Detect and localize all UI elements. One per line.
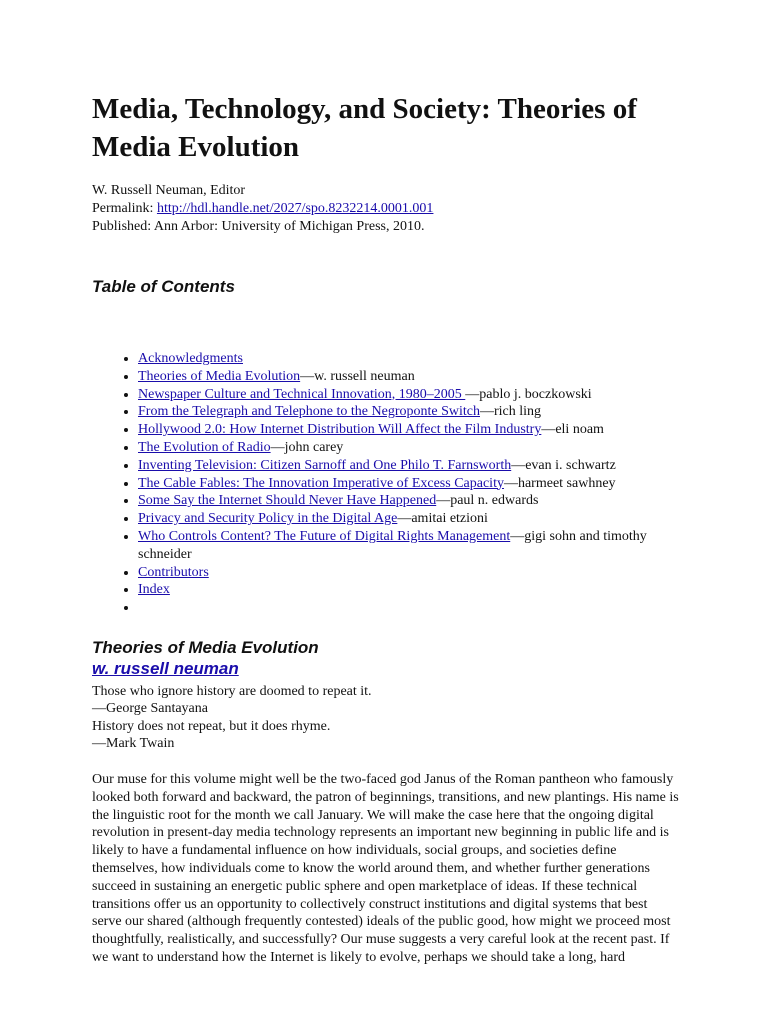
epigraph-attribution: —Mark Twain	[92, 736, 175, 752]
toc-item-cable	[138, 475, 692, 493]
toc-link[interactable]: Theories of Media Evolution	[138, 368, 301, 384]
toc-author: —john carey	[270, 439, 344, 455]
toc-item-internet	[138, 492, 692, 510]
toc-item-theories	[138, 368, 692, 386]
toc-author: —paul n. edwards	[436, 493, 539, 509]
toc-link[interactable]: From the Telegraph and Telephone to the Negroponte Switch	[138, 404, 480, 420]
section-author-link[interactable]: w. russell neuman	[92, 658, 239, 678]
toc-link[interactable]: Hollywood 2.0: How Internet Distribution Will Affect the Film Industry	[138, 422, 542, 438]
epigraph-quote: History does not repeat, but it does rhyme.	[92, 718, 331, 734]
toc-list	[92, 350, 692, 617]
book-metadata	[92, 182, 692, 236]
toc-author: —gigi sohn and timothy schneider	[138, 528, 647, 562]
toc-link[interactable]: Contributors	[138, 564, 209, 580]
toc-link[interactable]: Who Controls Content? The Future of Digital Rights Management	[138, 528, 511, 544]
toc-author: —harmeet sawhney	[503, 475, 616, 491]
toc-heading: Table of Contents	[92, 277, 235, 296]
epigraph-attribution: —George Santayana	[92, 701, 208, 717]
toc-item-privacy	[138, 510, 692, 528]
body-paragraph: Our muse for this volume might well be the two-faced god Janus of the Roman pantheon who famously looked both forward and backward, the patron of beginnings, transitions, and new plantings. His name is the linguistic root for the month we call January. We will make the case here that the ongoing digital revolution in present-day media technology represents an important new beginning in public life and is likely to have a fundamental influence on how individuals, social groups, and societies define themselves, how individuals come to know the world around them, and whether further generations succeed in sustaining an energetic public sphere and open marketplace of ideas. If these technical transitions offer us an opportunity to collectively construct institutions and digital systems that best serve our shared (although frequently contested) ideals of the public good, how might we proceed most thoughtfully, realistically, and successfully? Our muse suggests a very careful look at the recent past. If we want to understand how the Internet is likely to evolve, perhaps we should take a long, hard	[92, 771, 679, 965]
toc-link[interactable]: Privacy and Security Policy in the Digital Age	[138, 511, 398, 527]
epigraph	[92, 683, 692, 753]
toc-author: —rich ling	[480, 404, 542, 420]
section-title	[92, 637, 692, 679]
toc-item-newspaper	[138, 386, 692, 404]
toc-link[interactable]: Some Say the Internet Should Never Have Happened	[138, 493, 437, 509]
editor-line: W. Russell Neuman, Editor	[92, 183, 246, 198]
toc-item-content	[138, 528, 692, 564]
toc-link[interactable]: The Cable Fables: The Innovation Imperative of Excess Capacity	[138, 475, 504, 491]
toc-author: —pablo j. boczkowski	[465, 386, 592, 402]
published-line: Published: Ann Arbor: University of Michigan Press, 2010.	[92, 219, 425, 234]
toc-item-contributors	[138, 564, 692, 582]
toc-item-index	[138, 581, 692, 599]
toc-item-television	[138, 457, 692, 475]
section-title-text: Theories of Media Evolution	[92, 637, 319, 657]
toc-author: —w. russell neuman	[300, 368, 415, 384]
toc-item-telegraph	[138, 403, 692, 421]
document-page	[92, 90, 692, 981]
permalink-label: Permalink:	[92, 201, 157, 216]
toc-link[interactable]: Index	[138, 582, 170, 598]
toc-author: —eli noam	[541, 422, 604, 438]
toc-author: —amitai etzioni	[397, 511, 488, 527]
toc-link[interactable]: Inventing Television: Citizen Sarnoff and One Philo T. Farnsworth	[138, 457, 512, 473]
toc-item-acknowledgments	[138, 350, 692, 368]
permalink-line	[92, 200, 692, 218]
toc-item-empty	[138, 599, 692, 617]
toc-link[interactable]: Newspaper Culture and Technical Innovation, 1980–2005	[138, 386, 466, 402]
toc-item-hollywood	[138, 421, 692, 439]
permalink-link[interactable]: http://hdl.handle.net/2027/spo.8232214.0001.001	[156, 201, 434, 216]
toc-link[interactable]: Acknowledgments	[138, 351, 243, 366]
toc-link[interactable]: The Evolution of Radio	[138, 439, 271, 455]
epigraph-quote: Those who ignore history are doomed to repeat it.	[92, 683, 372, 699]
page-title: Media, Technology, and Society: Theories of Media Evolution	[92, 93, 637, 163]
toc-author: —evan i. schwartz	[511, 457, 616, 473]
toc-item-radio	[138, 439, 692, 457]
